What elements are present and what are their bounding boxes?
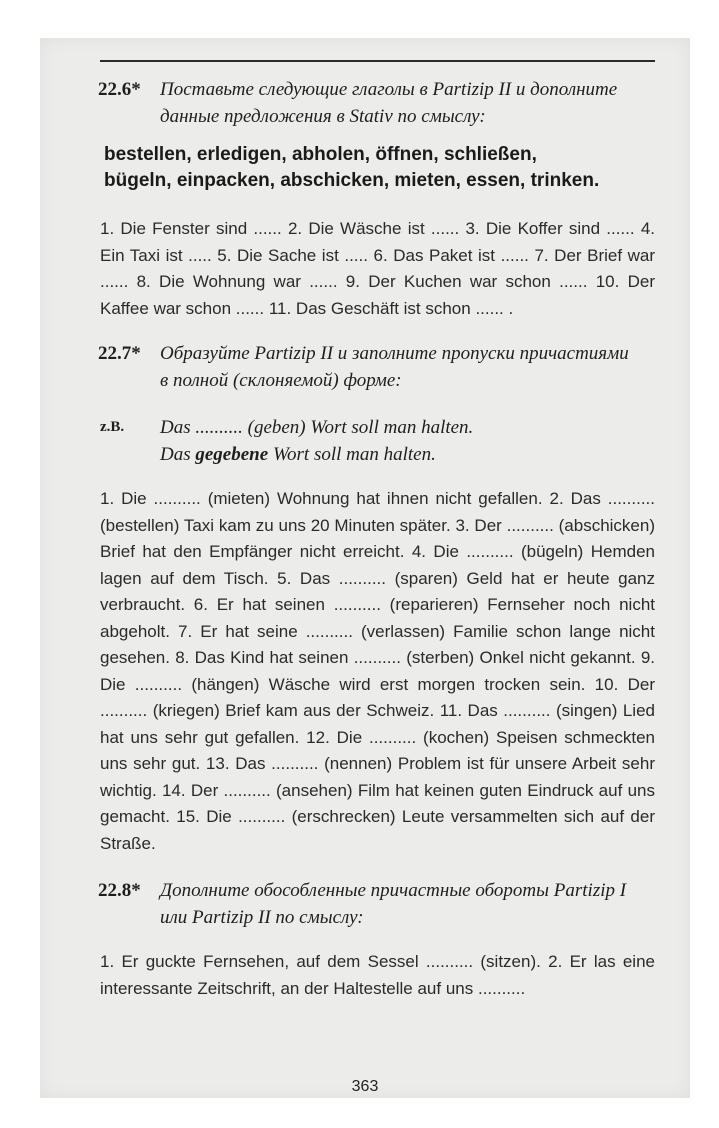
example-block	[100, 414, 655, 468]
example-answer-before: Das	[160, 444, 196, 465]
exercise-22-8-text: 1. Er guckte Fernsehen, auf dem Sessel .......... (sitzen). 2. Er las eine interessante Zeitschrift, an der Haltestelle auf uns ..........	[100, 952, 655, 998]
page-number: 363	[351, 1078, 379, 1095]
exercise-instruction-line: данные предложения в Stativ по смыслу:	[160, 106, 486, 127]
exercise-number: 22.7*	[98, 343, 141, 364]
exercise-instruction-line: в полной (склоняемой) форме:	[160, 370, 402, 391]
example-answer-after: Wort soll man halten.	[268, 444, 436, 465]
exercise-instruction-line: или Partizip II по смыслу:	[160, 907, 364, 928]
exercise-instruction-line: Поставьте следующие глаголы в Partizip II и дополните	[160, 79, 618, 100]
exercise-instruction-line: Дополните обособленные причастные обороты Partizip I	[160, 880, 627, 901]
exercise-number: 22.6*	[98, 79, 141, 100]
book-page	[40, 38, 690, 1098]
verb-list	[104, 142, 655, 194]
example-line: Das .......... (geben) Wort soll man halten.	[160, 417, 474, 438]
example-answer-line	[160, 441, 655, 468]
exercise-22-6-heading	[100, 76, 655, 130]
exercise-22-8-heading	[100, 877, 655, 931]
verb-list-line: bügeln, einpacken, abschicken, mieten, essen, trinken.	[104, 170, 600, 191]
exercise-22-6-text: 1. Die Fenster sind ...... 2. Die Wäsche ist ...... 3. Die Koffer sind ...... 4. Ein Taxi ist ..... 5. Die Sache ist ..... 6. Das Paket ist ...... 7. Der Brief war ...... 8. Die Wohnung war ...... 9. Der Kuchen war schon ...... 10. Der Kaffee war schon ...... 11. Das Geschäft ist schon ...... .	[100, 219, 655, 318]
exercise-instruction-line: Образуйте Partizip II и заполните пропуски причастиями	[160, 343, 629, 364]
example-label: z.B.	[100, 419, 125, 435]
verb-list-line: bestellen, erledigen, abholen, öffnen, schließen,	[104, 144, 537, 165]
exercise-22-7-heading	[100, 340, 655, 394]
exercise-number: 22.8*	[98, 880, 141, 901]
example-answer-highlight: gegebene	[195, 444, 269, 465]
page-content	[100, 60, 655, 1002]
top-rule	[100, 60, 655, 62]
exercise-22-7-text: 1. Die .......... (mieten) Wohnung hat ihnen nicht gefallen. 2. Das .......... (bestellen) Taxi kam zu uns 20 Minuten später. 3. Der .......... (abschicken) Brief hat den Empfänger nicht erreicht. 4. Die .......... (bügeln) Hemden lagen auf dem Tisch. 5. Das .......... (sparen) Geld hat er heute ganz verbraucht. 6. Er hat seinen .......... (reparieren) Fernseher noch nicht abgeholt. 7. Er hat seine .......... (verlassen) Familie schon lange nicht gesehen. 8. Das Kind hat seinen .......... (sterben) Onkel nicht gekannt. 9. Die .......... (hängen) Wäsche wird erst morgen trocken sein. 10. Der .......... (kriegen) Brief kam aus der Schweiz. 11. Das .......... (singen) Lied hat uns sehr gut gefallen. 12. Die .......... (kochen) Speisen schmeckten uns sehr gut. 13. Das .......... (nennen) Problem ist für unsere Arbeit sehr wichtig. 14. Der .......... (ansehen) Film hat keinen guten Eindruck auf uns gemacht. 15. Die .......... (erschrecken) Leute versammelten sich auf der Straße.	[100, 489, 655, 853]
